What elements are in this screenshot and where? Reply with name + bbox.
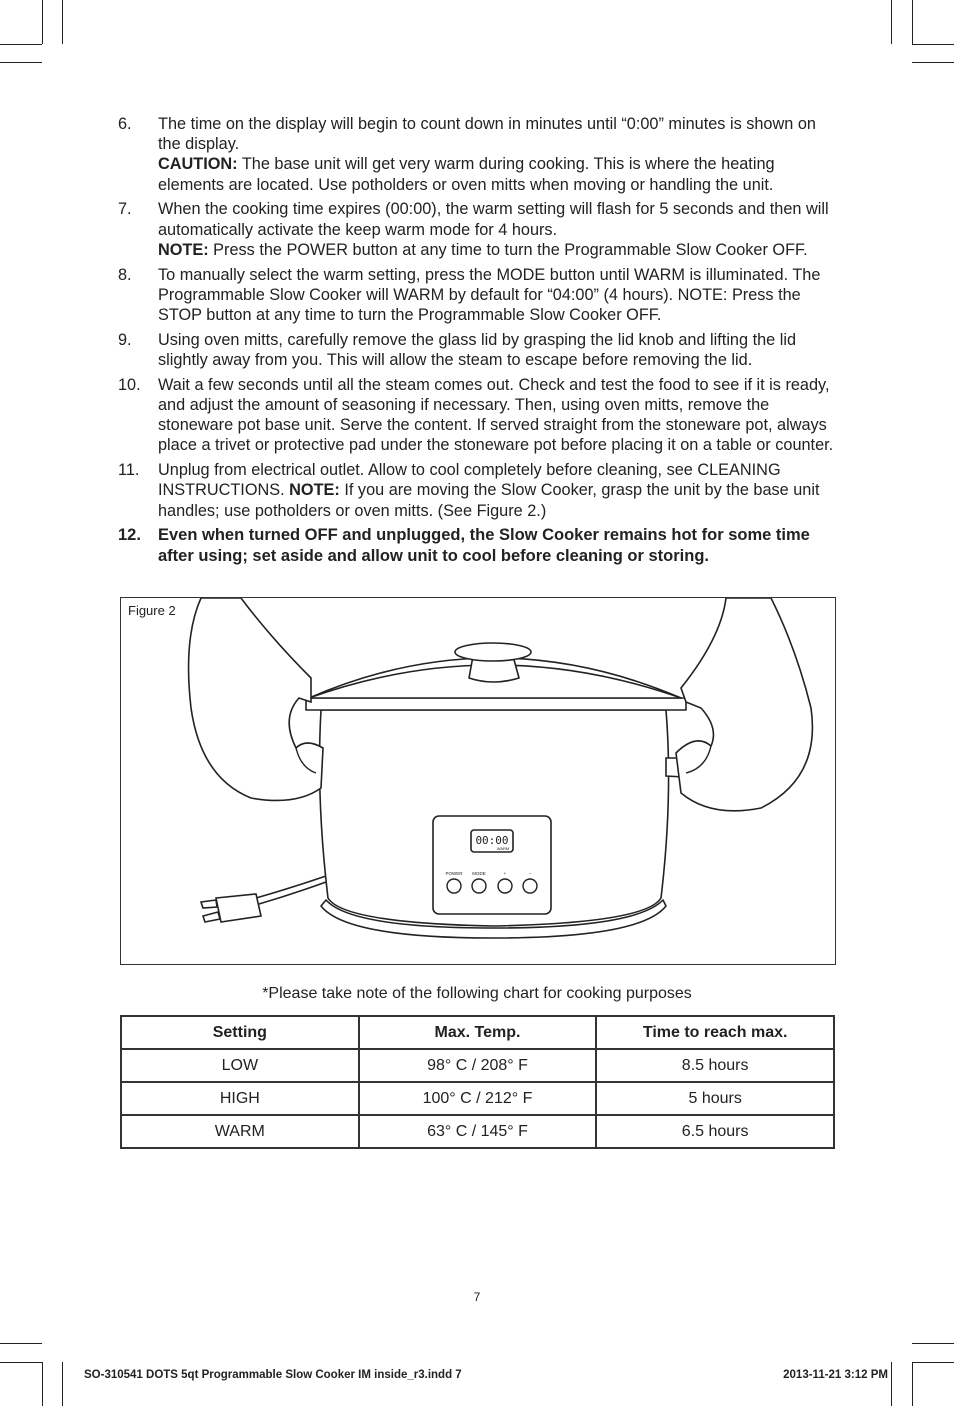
- crop-mark: [912, 62, 954, 63]
- instruction-list: [118, 114, 838, 570]
- mode-button-icon: [472, 879, 486, 893]
- table-cell: LOW: [121, 1049, 359, 1082]
- figure-2: [120, 597, 836, 965]
- table-header-row: [121, 1016, 834, 1049]
- step-text: Unplug from electrical outlet. Allow to cool completely before cleaning, see CLEANING INSTRUCTIONS.: [158, 461, 781, 500]
- step-text: To manually select the warm setting, press the MODE button until WARM is illuminated. The Programmable Slow Cooker will WARM by default for “04:00” (4 hours). NOTE: Press the STOP button at any time to turn the Programmable Slow Cooker OFF.: [158, 265, 821, 325]
- step-12: [118, 525, 838, 565]
- step-text: Wait a few seconds until all the steam comes out. Check and test the food to see if it is ready, and adjust the amount of seasoning if necessary. Then, using oven mitts, remove the stoneware pot base unit. Serve the content. If served straight from the stoneware pot, always place a trivet or protective pad under the stoneware pot before placing it on a table or counter.: [158, 375, 834, 455]
- step-text: Using oven mitts, carefully remove the glass lid by grasping the lid knob and lifting the lid slightly away from you. This will allow the steam to escape before removing the lid.: [158, 330, 797, 370]
- button-label: +: [503, 871, 507, 876]
- table-cell: 6.5 hours: [596, 1115, 834, 1148]
- step-7: [118, 199, 838, 260]
- footer-timestamp: 2013-11-21 3:12 PM: [783, 1369, 888, 1381]
- power-button-icon: [447, 879, 461, 893]
- crop-mark: [0, 44, 42, 45]
- step-number: 8.: [118, 265, 132, 284]
- button-label: −: [528, 871, 532, 876]
- plug-icon: [201, 894, 261, 922]
- column-header: Setting: [121, 1016, 359, 1049]
- step-number: 6.: [118, 115, 132, 133]
- crop-mark: [912, 44, 954, 45]
- plus-button-icon: [498, 879, 512, 893]
- step-number: 10.: [118, 375, 141, 394]
- table-row: [121, 1049, 834, 1082]
- slow-cooker-illustration: [121, 598, 835, 964]
- left-oven-mitt-icon: [189, 598, 323, 800]
- step-number: 9.: [118, 330, 132, 349]
- crop-mark: [62, 1362, 63, 1406]
- step-text: When the cooking time expires (00:00), the warm setting will flash for 5 seconds and then will automatically activate the keep warm mode for 4 hours.: [158, 200, 829, 239]
- caution-label: CAUTION:: [158, 155, 238, 174]
- crop-mark: [0, 62, 42, 63]
- table-row: [121, 1082, 834, 1115]
- crop-mark: [42, 0, 43, 44]
- display-mode: WARM: [496, 846, 510, 851]
- display-readout: 00:00: [475, 834, 509, 847]
- step-10: [118, 375, 838, 456]
- step-9: [118, 330, 838, 370]
- step-11: [118, 460, 838, 521]
- crop-mark: [912, 0, 913, 44]
- right-oven-mitt-icon: [676, 598, 812, 811]
- caution-text: The base unit will get very warm during cooking. This is where the heating elements are located. Use potholders or oven mitts when moving or handling the unit.: [158, 155, 775, 194]
- table-cell: 8.5 hours: [596, 1049, 834, 1082]
- step-8: [118, 265, 838, 326]
- crop-mark: [912, 1362, 954, 1363]
- step-number: 11.: [118, 461, 140, 480]
- table-cell: 98° C / 208° F: [359, 1049, 597, 1082]
- footer-file-info: SO-310541 DOTS 5qt Programmable Slow Cooker IM inside_r3.indd 7: [84, 1369, 462, 1381]
- cooker-rim: [306, 698, 686, 710]
- table-cell: 5 hours: [596, 1082, 834, 1115]
- step-text: The time on the display will begin to count down in minutes until “0:00” minutes is shown on the display.: [158, 115, 816, 154]
- crop-mark: [0, 1343, 42, 1344]
- crop-mark: [912, 1362, 913, 1406]
- figure-label: Figure 2: [128, 603, 176, 618]
- temperature-table: [120, 1015, 835, 1149]
- button-label: POWER: [445, 871, 463, 876]
- button-label: MODE: [472, 871, 486, 876]
- note-label: NOTE:: [289, 481, 340, 500]
- table-cell: WARM: [121, 1115, 359, 1148]
- crop-mark: [891, 1362, 892, 1406]
- table-cell: 63° C / 145° F: [359, 1115, 597, 1148]
- step-number: 7.: [118, 200, 132, 219]
- page-number: 7: [473, 1290, 481, 1304]
- table-row: [121, 1115, 834, 1148]
- step-number: 12.: [118, 526, 141, 545]
- step-6: [118, 114, 838, 195]
- crop-mark: [891, 0, 892, 44]
- note-label: NOTE:: [158, 240, 209, 259]
- crop-mark: [0, 1362, 42, 1363]
- step-text: Even when turned OFF and unplugged, the Slow Cooker remains hot for some time after using; set aside and allow unit to cool before cleaning or storing.: [158, 526, 810, 565]
- crop-mark: [62, 0, 63, 44]
- table-cell: 100° C / 212° F: [359, 1082, 597, 1115]
- note-text: Press the POWER button at any time to turn the Programmable Slow Cooker OFF.: [208, 240, 808, 259]
- column-header: Time to reach max.: [596, 1016, 834, 1049]
- table-cell: HIGH: [121, 1082, 359, 1115]
- chart-note: *Please take note of the following chart for cooking purposes: [262, 985, 692, 1002]
- note-text: If you are moving the Slow Cooker, grasp the unit by the base unit handles; use potholders or oven mitts. (See Figure 2.): [158, 481, 820, 520]
- crop-mark: [42, 1362, 43, 1406]
- minus-button-icon: [523, 879, 537, 893]
- crop-mark: [912, 1343, 954, 1344]
- column-header: Max. Temp.: [359, 1016, 597, 1049]
